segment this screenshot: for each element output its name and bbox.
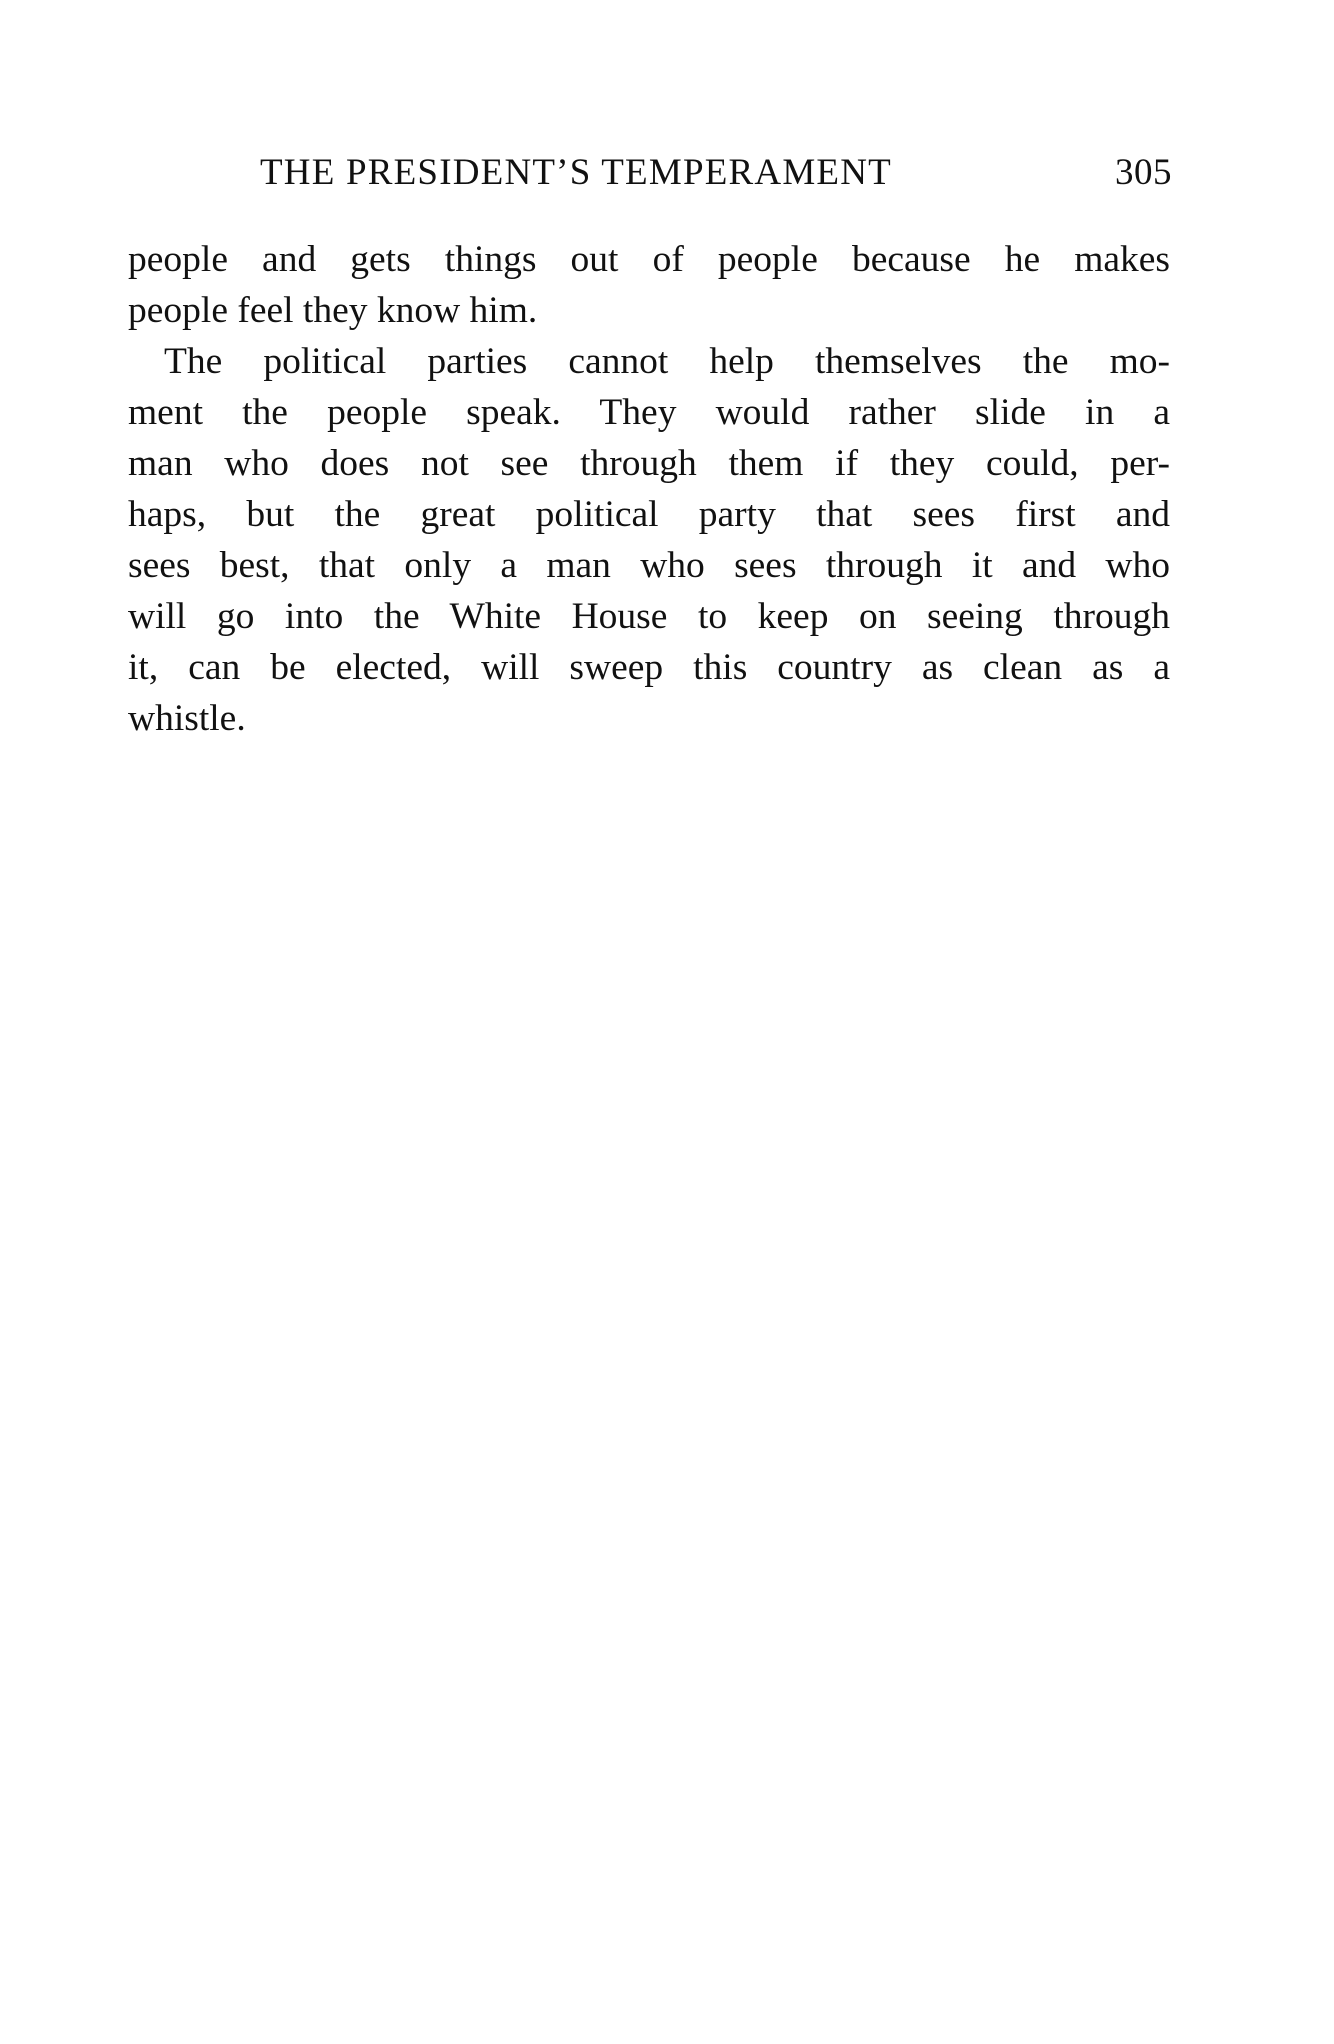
text-line: man who does not see through them if they could, per-	[128, 443, 1170, 484]
text-line: whistle.	[128, 698, 246, 739]
text-line: will go into the White House to keep on seeing through	[128, 596, 1170, 637]
text-line: people feel they know him.	[128, 290, 538, 331]
text-line: it, can be elected, will sweep this country as clean as a	[128, 647, 1170, 688]
text-line: ment the people speak. They would rather slide in a	[128, 392, 1170, 433]
body-text	[128, 234, 1170, 744]
text-line: haps, but the great political party that sees first and	[128, 494, 1170, 535]
paragraph-2	[128, 336, 1170, 744]
text-line: sees best, that only a man who sees through it and who	[128, 545, 1170, 586]
running-head	[130, 148, 1172, 198]
text-line: The political parties cannot help themselves the mo-	[164, 341, 1170, 382]
page-number: 305	[1115, 152, 1172, 193]
running-head-title: THE PRESIDENT’S TEMPERAMENT	[260, 152, 892, 193]
paragraph-1	[128, 234, 1170, 336]
text-line: people and gets things out of people because he makes	[128, 239, 1170, 280]
